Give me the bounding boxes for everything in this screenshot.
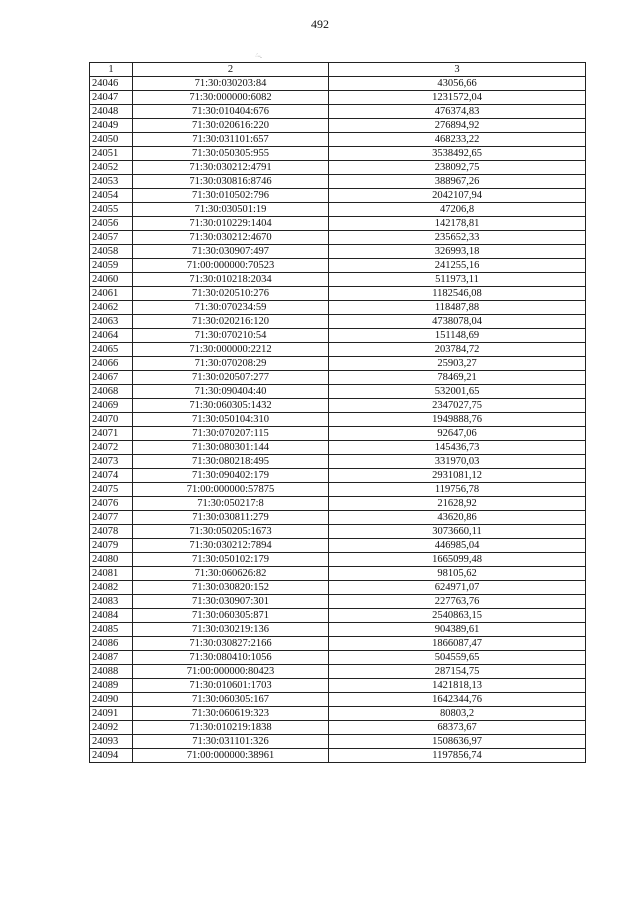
table-row xyxy=(90,707,586,721)
table-row xyxy=(90,637,586,651)
cadastral-value-cell: 3073660,11 xyxy=(329,525,586,539)
cadastral-value-cell: 532001,65 xyxy=(329,385,586,399)
cadastral-value-cell: 2042107,94 xyxy=(329,189,586,203)
cadastral-value-cell: 119756,78 xyxy=(329,483,586,497)
cadastral-number-cell: 71:30:030816:8746 xyxy=(133,175,329,189)
cadastral-number-cell: 71:30:031101:326 xyxy=(133,735,329,749)
row-number-cell: 24055 xyxy=(90,203,133,217)
cadastral-number-cell: 71:30:000000:6082 xyxy=(133,91,329,105)
table-row xyxy=(90,105,586,119)
cadastral-value-cell: 47206,8 xyxy=(329,203,586,217)
cadastral-value-cell: 1949888,76 xyxy=(329,413,586,427)
cadastral-number-cell: 71:30:010404:676 xyxy=(133,105,329,119)
table-row xyxy=(90,273,586,287)
cadastral-number-cell: 71:00:000000:70523 xyxy=(133,259,329,273)
cadastral-number-cell: 71:30:070234:59 xyxy=(133,301,329,315)
table-row xyxy=(90,287,586,301)
cadastral-number-cell: 71:00:000000:80423 xyxy=(133,665,329,679)
table-row xyxy=(90,721,586,735)
table-row xyxy=(90,371,586,385)
cadastral-number-cell: 71:30:020507:277 xyxy=(133,371,329,385)
table-row xyxy=(90,147,586,161)
row-number-cell: 24080 xyxy=(90,553,133,567)
cadastral-number-cell: 71:30:020216:120 xyxy=(133,315,329,329)
table-row xyxy=(90,441,586,455)
cadastral-value-cell: 1421818,13 xyxy=(329,679,586,693)
table-row xyxy=(90,693,586,707)
table-row xyxy=(90,651,586,665)
cadastral-number-cell: 71:30:030501:19 xyxy=(133,203,329,217)
cadastral-number-cell: 71:30:030212:4791 xyxy=(133,161,329,175)
cadastral-number-cell: 71:30:050217:8 xyxy=(133,497,329,511)
table-row xyxy=(90,413,586,427)
cadastral-number-cell: 71:00:000000:57875 xyxy=(133,483,329,497)
table-row xyxy=(90,217,586,231)
cadastral-number-cell: 71:30:010218:2034 xyxy=(133,273,329,287)
scan-artifact: ·´···.. xyxy=(255,54,261,60)
table-row xyxy=(90,511,586,525)
cadastral-value-cell: 276894,92 xyxy=(329,119,586,133)
row-number-cell: 24064 xyxy=(90,329,133,343)
cadastral-value-cell: 43056,66 xyxy=(329,77,586,91)
cadastral-value-cell: 43620,86 xyxy=(329,511,586,525)
row-number-cell: 24065 xyxy=(90,343,133,357)
cadastral-number-cell: 71:30:050305:955 xyxy=(133,147,329,161)
cadastral-value-cell: 511973,11 xyxy=(329,273,586,287)
row-number-cell: 24053 xyxy=(90,175,133,189)
cadastral-value-cell: 118487,88 xyxy=(329,301,586,315)
cadastral-number-cell: 71:30:090402:179 xyxy=(133,469,329,483)
cadastral-value-cell: 2931081,12 xyxy=(329,469,586,483)
table-row xyxy=(90,91,586,105)
cadastral-value-cell: 142178,81 xyxy=(329,217,586,231)
table-row xyxy=(90,175,586,189)
cadastral-value-cell: 388967,26 xyxy=(329,175,586,189)
row-number-cell: 24048 xyxy=(90,105,133,119)
table-row xyxy=(90,735,586,749)
table-row xyxy=(90,315,586,329)
cadastral-value-cell: 1642344,76 xyxy=(329,693,586,707)
cadastral-value-cell: 235652,33 xyxy=(329,231,586,245)
cadastral-value-cell: 3538492,65 xyxy=(329,147,586,161)
table-row xyxy=(90,259,586,273)
table-row xyxy=(90,357,586,371)
row-number-cell: 24087 xyxy=(90,651,133,665)
cadastral-value-cell: 624971,07 xyxy=(329,581,586,595)
cadastral-value-cell: 21628,92 xyxy=(329,497,586,511)
cadastral-value-cell: 446985,04 xyxy=(329,539,586,553)
table-row xyxy=(90,427,586,441)
cadastral-value-cell: 504559,65 xyxy=(329,651,586,665)
table-row xyxy=(90,343,586,357)
table-row xyxy=(90,119,586,133)
row-number-cell: 24076 xyxy=(90,497,133,511)
row-number-cell: 24071 xyxy=(90,427,133,441)
row-number-cell: 24059 xyxy=(90,259,133,273)
row-number-cell: 24047 xyxy=(90,91,133,105)
cadastral-number-cell: 71:30:060619:323 xyxy=(133,707,329,721)
table-row xyxy=(90,567,586,581)
table-header-row xyxy=(90,63,586,77)
row-number-cell: 24079 xyxy=(90,539,133,553)
cadastral-value-cell: 241255,16 xyxy=(329,259,586,273)
page-number: 492 xyxy=(311,17,329,31)
cadastral-number-cell: 71:30:020616:220 xyxy=(133,119,329,133)
cadastral-number-cell: 71:30:010601:1703 xyxy=(133,679,329,693)
cadastral-number-cell: 71:30:010219:1838 xyxy=(133,721,329,735)
cadastral-number-cell: 71:30:080218:495 xyxy=(133,455,329,469)
row-number-cell: 24075 xyxy=(90,483,133,497)
row-number-cell: 24060 xyxy=(90,273,133,287)
cadastral-number-cell: 71:30:060305:871 xyxy=(133,609,329,623)
table-row xyxy=(90,595,586,609)
row-number-cell: 24085 xyxy=(90,623,133,637)
cadastral-number-cell: 71:30:010229:1404 xyxy=(133,217,329,231)
row-number-cell: 24063 xyxy=(90,315,133,329)
cadastral-number-cell: 71:30:090404:40 xyxy=(133,385,329,399)
cadastral-value-cell: 92647,06 xyxy=(329,427,586,441)
cadastral-value-cell: 476374,83 xyxy=(329,105,586,119)
cadastral-value-cell: 326993,18 xyxy=(329,245,586,259)
column-header-2: 2 xyxy=(133,63,329,77)
row-number-cell: 24068 xyxy=(90,385,133,399)
cadastral-value-cell: 1508636,97 xyxy=(329,735,586,749)
row-number-cell: 24083 xyxy=(90,595,133,609)
row-number-cell: 24056 xyxy=(90,217,133,231)
cadastral-number-cell: 71:30:050104:310 xyxy=(133,413,329,427)
row-number-cell: 24094 xyxy=(90,749,133,763)
row-number-cell: 24070 xyxy=(90,413,133,427)
table-row xyxy=(90,77,586,91)
table-row xyxy=(90,497,586,511)
cadastral-value-cell: 1182546,08 xyxy=(329,287,586,301)
table-row xyxy=(90,245,586,259)
table-row xyxy=(90,301,586,315)
table-row xyxy=(90,539,586,553)
row-number-cell: 24046 xyxy=(90,77,133,91)
cadastral-value-cell: 145436,73 xyxy=(329,441,586,455)
cadastral-value-cell: 151148,69 xyxy=(329,329,586,343)
cadastral-number-cell: 71:30:030907:497 xyxy=(133,245,329,259)
table-row xyxy=(90,623,586,637)
row-number-cell: 24061 xyxy=(90,287,133,301)
table-row xyxy=(90,189,586,203)
row-number-cell: 24049 xyxy=(90,119,133,133)
table-row xyxy=(90,483,586,497)
cadastral-number-cell: 71:30:020510:276 xyxy=(133,287,329,301)
cadastral-value-cell: 68373,67 xyxy=(329,721,586,735)
cadastral-value-cell: 1197856,74 xyxy=(329,749,586,763)
cadastral-number-cell: 71:30:060305:1432 xyxy=(133,399,329,413)
cadastral-value-cell: 25903,27 xyxy=(329,357,586,371)
table-row xyxy=(90,469,586,483)
column-header-3: 3 xyxy=(329,63,586,77)
cadastral-number-cell: 71:30:030212:4670 xyxy=(133,231,329,245)
row-number-cell: 24074 xyxy=(90,469,133,483)
cadastral-value-cell: 1231572,04 xyxy=(329,91,586,105)
table-row xyxy=(90,609,586,623)
table-row xyxy=(90,329,586,343)
cadastral-number-cell: 71:30:030907:301 xyxy=(133,595,329,609)
cadastral-value-cell: 2347027,75 xyxy=(329,399,586,413)
cadastral-value-cell: 287154,75 xyxy=(329,665,586,679)
cadastral-value-cell: 227763,76 xyxy=(329,595,586,609)
table-row xyxy=(90,525,586,539)
row-number-cell: 24052 xyxy=(90,161,133,175)
cadastral-value-cell: 468233,22 xyxy=(329,133,586,147)
cadastral-number-cell: 71:30:080410:1056 xyxy=(133,651,329,665)
cadastral-value-cell: 238092,75 xyxy=(329,161,586,175)
table-row xyxy=(90,385,586,399)
row-number-cell: 24090 xyxy=(90,693,133,707)
row-number-cell: 24084 xyxy=(90,609,133,623)
cadastral-number-cell: 71:30:060305:167 xyxy=(133,693,329,707)
cadastral-number-cell: 71:30:060626:82 xyxy=(133,567,329,581)
table-row xyxy=(90,665,586,679)
cadastral-number-cell: 71:30:070208:29 xyxy=(133,357,329,371)
row-number-cell: 24058 xyxy=(90,245,133,259)
row-number-cell: 24088 xyxy=(90,665,133,679)
row-number-cell: 24091 xyxy=(90,707,133,721)
cadastral-number-cell: 71:30:000000:2212 xyxy=(133,343,329,357)
row-number-cell: 24086 xyxy=(90,637,133,651)
table-row xyxy=(90,133,586,147)
cadastral-number-cell: 71:30:080301:144 xyxy=(133,441,329,455)
row-number-cell: 24050 xyxy=(90,133,133,147)
row-number-cell: 24081 xyxy=(90,567,133,581)
row-number-cell: 24072 xyxy=(90,441,133,455)
cadastral-value-cell: 1665099,48 xyxy=(329,553,586,567)
row-number-cell: 24093 xyxy=(90,735,133,749)
cadastral-value-cell: 80803,2 xyxy=(329,707,586,721)
row-number-cell: 24051 xyxy=(90,147,133,161)
table-row xyxy=(90,203,586,217)
cadastral-number-cell: 71:30:031101:657 xyxy=(133,133,329,147)
row-number-cell: 24067 xyxy=(90,371,133,385)
row-number-cell: 24057 xyxy=(90,231,133,245)
table-row xyxy=(90,231,586,245)
table-row xyxy=(90,749,586,763)
row-number-cell: 24077 xyxy=(90,511,133,525)
cadastral-value-cell: 1866087,47 xyxy=(329,637,586,651)
table-body xyxy=(90,77,586,763)
cadastral-number-cell: 71:00:000000:38961 xyxy=(133,749,329,763)
cadastral-number-cell: 71:30:070207:115 xyxy=(133,427,329,441)
table-row xyxy=(90,399,586,413)
row-number-cell: 24073 xyxy=(90,455,133,469)
column-header-1: 1 xyxy=(90,63,133,77)
cadastral-number-cell: 71:30:030219:136 xyxy=(133,623,329,637)
row-number-cell: 24082 xyxy=(90,581,133,595)
cadastral-number-cell: 71:30:010502:796 xyxy=(133,189,329,203)
row-number-cell: 24054 xyxy=(90,189,133,203)
cadastral-value-cell: 78469,21 xyxy=(329,371,586,385)
cadastral-number-cell: 71:30:050205:1673 xyxy=(133,525,329,539)
cadastral-number-cell: 71:30:050102:179 xyxy=(133,553,329,567)
cadastral-value-cell: 98105,62 xyxy=(329,567,586,581)
row-number-cell: 24062 xyxy=(90,301,133,315)
cadastral-value-cell: 2540863,15 xyxy=(329,609,586,623)
row-number-cell: 24089 xyxy=(90,679,133,693)
row-number-cell: 24078 xyxy=(90,525,133,539)
cadastral-value-cell: 4738078,04 xyxy=(329,315,586,329)
table-row xyxy=(90,679,586,693)
cadastral-value-cell: 904389,61 xyxy=(329,623,586,637)
cadastral-number-cell: 71:30:030811:279 xyxy=(133,511,329,525)
cadastral-value-cell: 331970,03 xyxy=(329,455,586,469)
table-row xyxy=(90,161,586,175)
cadastral-value-cell: 203784,72 xyxy=(329,343,586,357)
table-row xyxy=(90,581,586,595)
table-row xyxy=(90,553,586,567)
table-row xyxy=(90,455,586,469)
cadastral-number-cell: 71:30:030212:7894 xyxy=(133,539,329,553)
row-number-cell: 24066 xyxy=(90,357,133,371)
row-number-cell: 24069 xyxy=(90,399,133,413)
cadastral-value-table xyxy=(89,62,586,763)
cadastral-number-cell: 71:30:030827:2166 xyxy=(133,637,329,651)
cadastral-number-cell: 71:30:070210:54 xyxy=(133,329,329,343)
row-number-cell: 24092 xyxy=(90,721,133,735)
cadastral-number-cell: 71:30:030203:84 xyxy=(133,77,329,91)
cadastral-number-cell: 71:30:030820:152 xyxy=(133,581,329,595)
